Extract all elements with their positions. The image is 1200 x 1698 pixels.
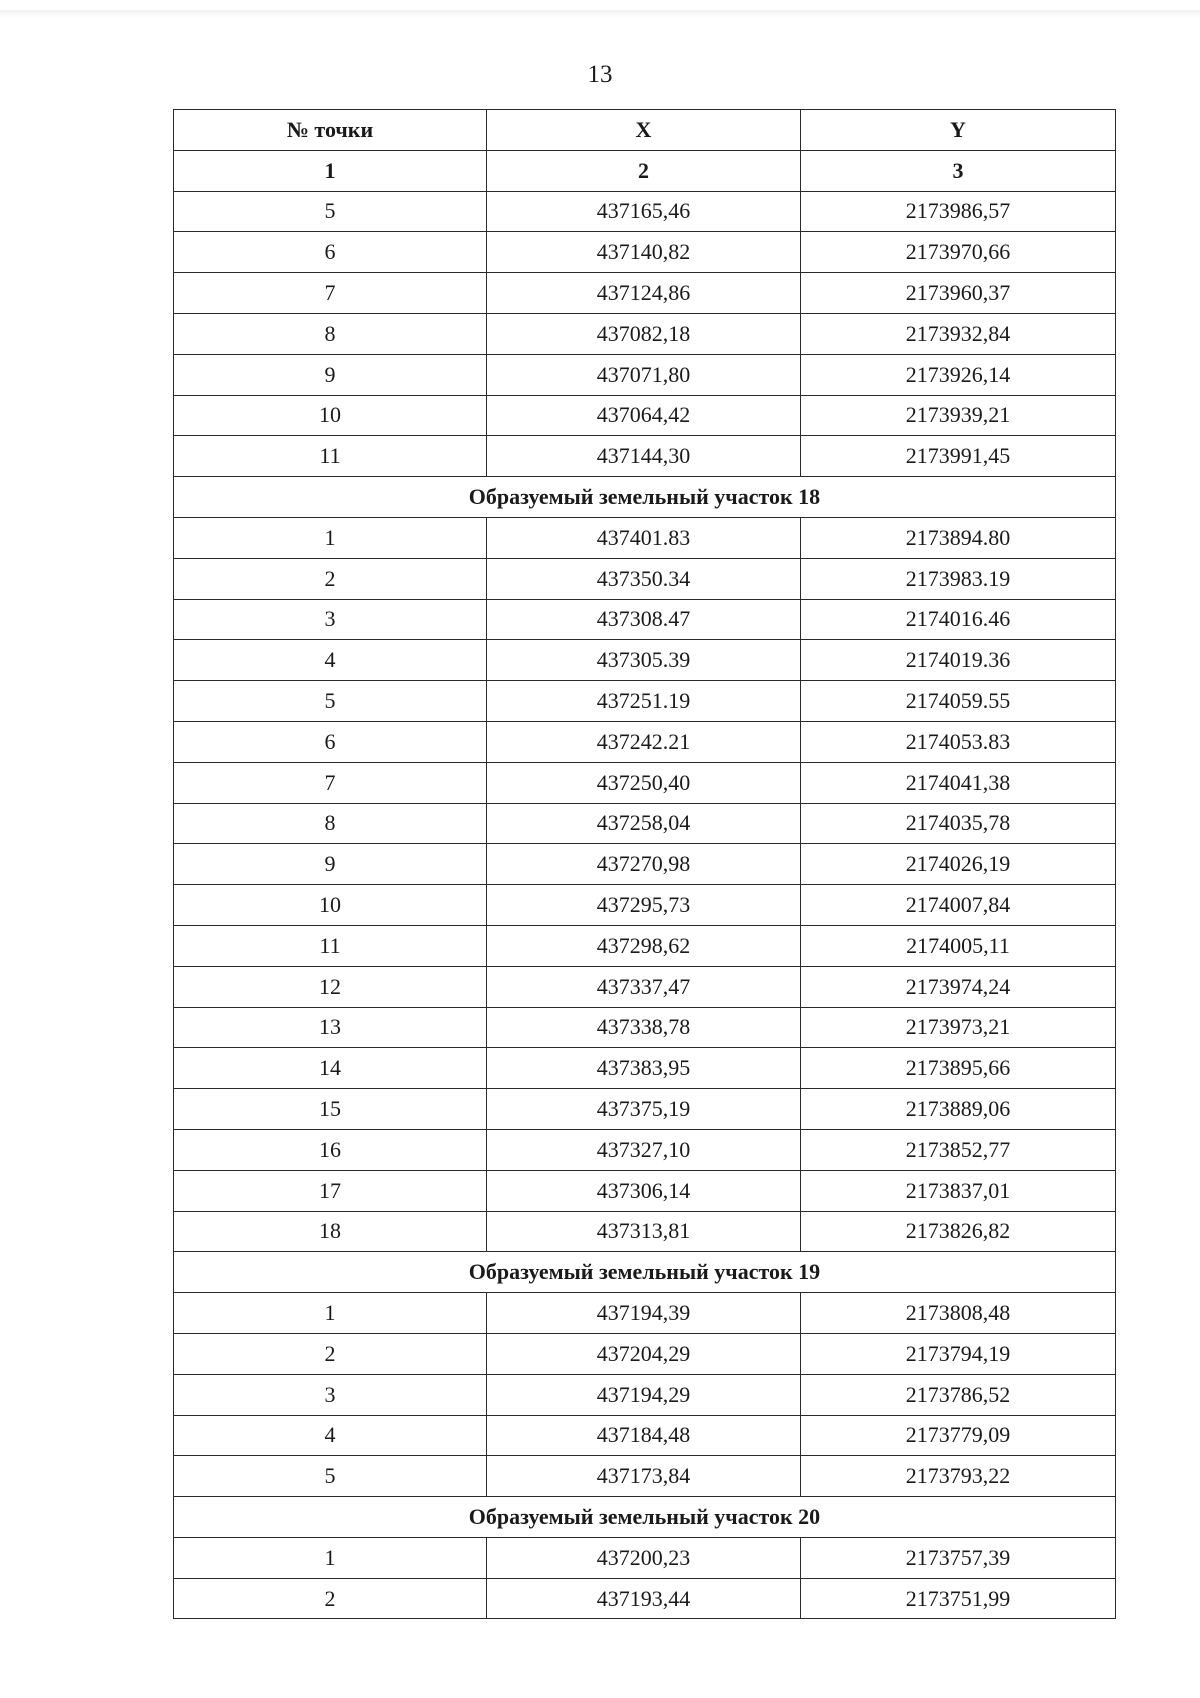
x-coordinate-cell: 437242.21 [487, 721, 801, 762]
point-number-cell: 7 [174, 762, 487, 803]
x-coordinate-cell: 437071,80 [487, 354, 801, 395]
y-coordinate-cell: 2173932,84 [801, 313, 1116, 354]
point-number-cell: 7 [174, 273, 487, 314]
y-coordinate-cell: 2173793,22 [801, 1456, 1116, 1497]
table-row [174, 885, 1116, 926]
table-head [174, 110, 1116, 192]
table-row [174, 1089, 1116, 1130]
x-coordinate-cell: 437383,95 [487, 1048, 801, 1089]
header-point-number: № точки [174, 110, 487, 151]
x-coordinate-cell: 437350.34 [487, 558, 801, 599]
page-number: 13 [587, 61, 613, 88]
point-number-cell: 4 [174, 640, 487, 681]
table-row [174, 1537, 1116, 1578]
x-coordinate-cell: 437140,82 [487, 232, 801, 273]
y-coordinate-cell: 2173960,37 [801, 273, 1116, 314]
table-row [174, 1578, 1116, 1619]
point-number-cell: 1 [174, 517, 487, 558]
point-number-cell: 18 [174, 1211, 487, 1252]
y-coordinate-cell: 2173895,66 [801, 1048, 1116, 1089]
coordinates-table [173, 109, 1116, 1619]
point-number-cell: 6 [174, 232, 487, 273]
x-coordinate-cell: 437200,23 [487, 1537, 801, 1578]
y-coordinate-cell: 2173974,24 [801, 966, 1116, 1007]
table-row [174, 395, 1116, 436]
point-number-cell: 16 [174, 1129, 487, 1170]
y-coordinate-cell: 2173991,45 [801, 436, 1116, 477]
x-coordinate-cell: 437375,19 [487, 1089, 801, 1130]
table-row [174, 966, 1116, 1007]
x-coordinate-cell: 437327,10 [487, 1129, 801, 1170]
y-coordinate-cell: 2173852,77 [801, 1129, 1116, 1170]
section-row [174, 1252, 1116, 1293]
table-row [174, 1007, 1116, 1048]
x-coordinate-cell: 437251.19 [487, 681, 801, 722]
column-number-row [174, 150, 1116, 191]
y-coordinate-cell: 2173973,21 [801, 1007, 1116, 1048]
point-number-cell: 12 [174, 966, 487, 1007]
y-coordinate-cell: 2173926,14 [801, 354, 1116, 395]
y-coordinate-cell: 2174041,38 [801, 762, 1116, 803]
table-row [174, 273, 1116, 314]
table-row [174, 354, 1116, 395]
point-number-cell: 2 [174, 1333, 487, 1374]
section-title: Образуемый земельный участок 19 [174, 1252, 1116, 1293]
y-coordinate-cell: 2173983.19 [801, 558, 1116, 599]
point-number-cell: 2 [174, 558, 487, 599]
x-coordinate-cell: 437305.39 [487, 640, 801, 681]
point-number-cell: 5 [174, 681, 487, 722]
point-number-cell: 11 [174, 925, 487, 966]
x-coordinate-cell: 437165,46 [487, 191, 801, 232]
table-row [174, 1333, 1116, 1374]
point-number-cell: 3 [174, 599, 487, 640]
table-row [174, 1129, 1116, 1170]
point-number-cell: 1 [174, 1537, 487, 1578]
y-coordinate-cell: 2173786,52 [801, 1374, 1116, 1415]
x-coordinate-cell: 437337,47 [487, 966, 801, 1007]
header-x: X [487, 110, 801, 151]
x-coordinate-cell: 437064,42 [487, 395, 801, 436]
point-number-cell: 14 [174, 1048, 487, 1089]
y-coordinate-cell: 2173826,82 [801, 1211, 1116, 1252]
table-row [174, 313, 1116, 354]
table-row [174, 191, 1116, 232]
x-coordinate-cell: 437173,84 [487, 1456, 801, 1497]
y-coordinate-cell: 2173808,48 [801, 1293, 1116, 1334]
x-coordinate-cell: 437250,40 [487, 762, 801, 803]
table-row [174, 803, 1116, 844]
y-coordinate-cell: 2173757,39 [801, 1537, 1116, 1578]
point-number-cell: 13 [174, 1007, 487, 1048]
y-coordinate-cell: 2173837,01 [801, 1170, 1116, 1211]
y-coordinate-cell: 2173779,09 [801, 1415, 1116, 1456]
table-row [174, 640, 1116, 681]
y-coordinate-cell: 2174059.55 [801, 681, 1116, 722]
table-row [174, 1374, 1116, 1415]
x-coordinate-cell: 437124,86 [487, 273, 801, 314]
scan-edge [0, 10, 1200, 18]
x-coordinate-cell: 437194,29 [487, 1374, 801, 1415]
x-coordinate-cell: 437306,14 [487, 1170, 801, 1211]
x-coordinate-cell: 437194,39 [487, 1293, 801, 1334]
y-coordinate-cell: 2174053.83 [801, 721, 1116, 762]
y-coordinate-cell: 2173889,06 [801, 1089, 1116, 1130]
table-row [174, 436, 1116, 477]
point-number-cell: 5 [174, 191, 487, 232]
x-coordinate-cell: 437258,04 [487, 803, 801, 844]
x-coordinate-cell: 437082,18 [487, 313, 801, 354]
point-number-cell: 6 [174, 721, 487, 762]
table-row [174, 1293, 1116, 1334]
point-number-cell: 10 [174, 395, 487, 436]
column-number: 2 [487, 150, 801, 191]
point-number-cell: 5 [174, 1456, 487, 1497]
point-number-cell: 9 [174, 354, 487, 395]
x-coordinate-cell: 437270,98 [487, 844, 801, 885]
point-number-cell: 3 [174, 1374, 487, 1415]
table-row [174, 762, 1116, 803]
table-body [174, 191, 1116, 1619]
table-row [174, 517, 1116, 558]
y-coordinate-cell: 2173970,66 [801, 232, 1116, 273]
y-coordinate-cell: 2174005,11 [801, 925, 1116, 966]
y-coordinate-cell: 2174019.36 [801, 640, 1116, 681]
point-number-cell: 17 [174, 1170, 487, 1211]
table-row [174, 1170, 1116, 1211]
table-row [174, 721, 1116, 762]
table-row [174, 1211, 1116, 1252]
table-row [174, 232, 1116, 273]
table-row [174, 844, 1116, 885]
table-row [174, 681, 1116, 722]
x-coordinate-cell: 437204,29 [487, 1333, 801, 1374]
y-coordinate-cell: 2174007,84 [801, 885, 1116, 926]
x-coordinate-cell: 437184,48 [487, 1415, 801, 1456]
header-row [174, 110, 1116, 151]
table-row [174, 1415, 1116, 1456]
point-number-cell: 15 [174, 1089, 487, 1130]
table-row [174, 558, 1116, 599]
x-coordinate-cell: 437313,81 [487, 1211, 801, 1252]
y-coordinate-cell: 2174026,19 [801, 844, 1116, 885]
x-coordinate-cell: 437401.83 [487, 517, 801, 558]
header-y: Y [801, 110, 1116, 151]
y-coordinate-cell: 2173894.80 [801, 517, 1116, 558]
table-row [174, 1048, 1116, 1089]
section-row [174, 1497, 1116, 1538]
y-coordinate-cell: 2174035,78 [801, 803, 1116, 844]
column-number: 1 [174, 150, 487, 191]
table-row [174, 925, 1116, 966]
point-number-cell: 1 [174, 1293, 487, 1334]
section-row [174, 477, 1116, 518]
table-row [174, 599, 1116, 640]
point-number-cell: 8 [174, 313, 487, 354]
point-number-cell: 9 [174, 844, 487, 885]
section-title: Образуемый земельный участок 20 [174, 1497, 1116, 1538]
y-coordinate-cell: 2174016.46 [801, 599, 1116, 640]
y-coordinate-cell: 2173986,57 [801, 191, 1116, 232]
y-coordinate-cell: 2173939,21 [801, 395, 1116, 436]
column-number: 3 [801, 150, 1116, 191]
point-number-cell: 2 [174, 1578, 487, 1619]
y-coordinate-cell: 2173794,19 [801, 1333, 1116, 1374]
point-number-cell: 4 [174, 1415, 487, 1456]
x-coordinate-cell: 437144,30 [487, 436, 801, 477]
x-coordinate-cell: 437193,44 [487, 1578, 801, 1619]
x-coordinate-cell: 437338,78 [487, 1007, 801, 1048]
point-number-cell: 8 [174, 803, 487, 844]
x-coordinate-cell: 437298,62 [487, 925, 801, 966]
section-title: Образуемый земельный участок 18 [174, 477, 1116, 518]
x-coordinate-cell: 437295,73 [487, 885, 801, 926]
table-row [174, 1456, 1116, 1497]
point-number-cell: 11 [174, 436, 487, 477]
x-coordinate-cell: 437308.47 [487, 599, 801, 640]
point-number-cell: 10 [174, 885, 487, 926]
y-coordinate-cell: 2173751,99 [801, 1578, 1116, 1619]
